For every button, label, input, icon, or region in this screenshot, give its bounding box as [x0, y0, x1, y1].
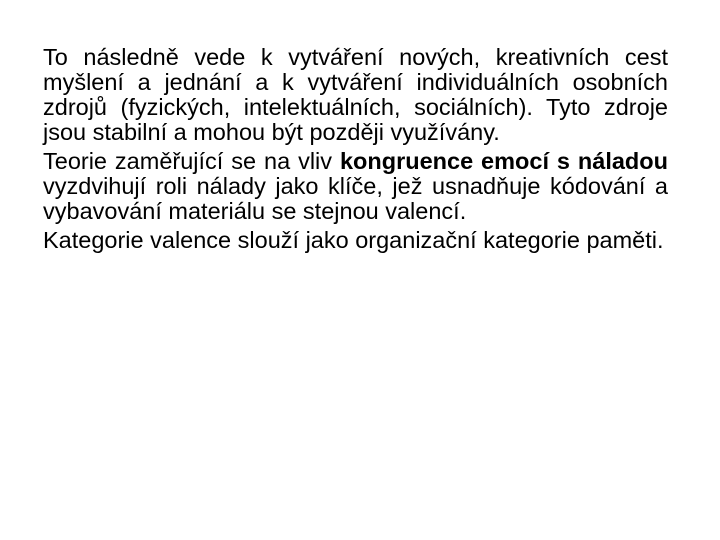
paragraph-2-rest: vyzdvihují roli nálady jako klíče, jež usnadňuje kódování a vybavování materiálu se stejnou valencí. — [43, 173, 668, 224]
paragraph-1: To následně vede k vytváření nových, kreativních cest myšlení a jednání a k vytváření individuálních osobních zdrojů (fyzických, intelektuálních, sociálních). Tyto zdroje jsou stabilní a mohou být později využívány. — [43, 44, 668, 145]
body-text — [43, 45, 668, 257]
paragraph-3: Kategorie valence slouží jako organizační kategorie paměti. — [43, 227, 664, 253]
paragraph-2-bold-term: kongruence emocí s náladou — [339, 148, 668, 174]
paragraph-2 — [43, 149, 668, 224]
paragraph-2-lead: Teorie zaměřující se na vliv — [43, 148, 340, 174]
